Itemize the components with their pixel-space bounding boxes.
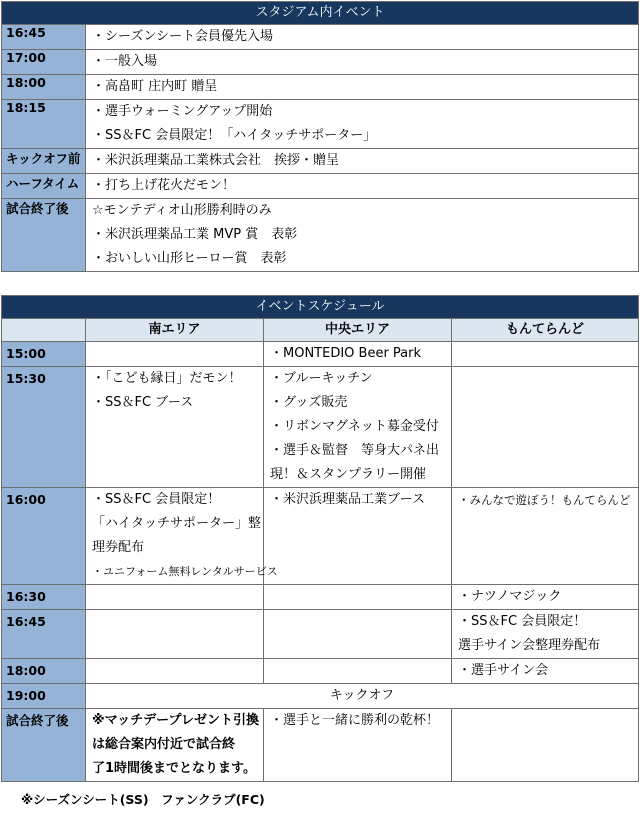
event-text: ・ユニフォーム無料レンタルサービス (92, 565, 278, 578)
event-text: 選手サイン会整理券配布 (458, 638, 601, 653)
event-text: ・選手サイン会 (458, 663, 549, 678)
event-text: ・選手＆監督 等身大パネ出 (270, 443, 440, 458)
event-text: ・米沢浜理薬品工業 MVP 賞 表彰 (92, 227, 298, 242)
event-text: ・選手と一緒に勝利の乾杯！ (270, 713, 440, 728)
table-row (2, 610, 639, 659)
event-text: ・高畠町 庄内町 贈呈 (92, 79, 218, 94)
time-cell: ハーフタイム (2, 174, 86, 199)
event-text: 了1時間後までとなります。 (92, 761, 257, 776)
event-text: ・SS＆FC 会員限定！ (92, 492, 221, 507)
table-row (2, 25, 639, 50)
time-cell: 18:00 (2, 75, 86, 100)
event-text: 現！＆スタンプラリー開催 (270, 467, 427, 482)
table-row (2, 50, 639, 75)
time-cell: 15:00 (2, 342, 86, 367)
stadium-events-title: スタジアム内イベント (2, 2, 639, 25)
event-text: 理券配布 (92, 540, 145, 555)
event-text: ・ブルーキッチン (270, 371, 373, 386)
event-text: ※マッチデープレゼント引換 (92, 713, 259, 728)
time-cell: 18:00 (2, 659, 86, 684)
event-text: ・おいしい山形ヒーロー賞 表彰 (92, 251, 287, 266)
event-text: ・米沢浜理薬品工業ブース (270, 492, 425, 507)
table-row (2, 100, 639, 149)
table-row (2, 684, 639, 709)
table-row (2, 488, 639, 585)
time-cell: 16:30 (2, 585, 86, 610)
time-cell: 18:15 (2, 100, 86, 149)
event-text: ・みんなで遊ぼう！もんてらんど (458, 493, 631, 507)
event-text: ・ナツノマジック (458, 589, 562, 604)
time-cell: 19:00 (2, 684, 86, 709)
table-row (2, 149, 639, 174)
time-cell: 16:00 (2, 488, 86, 585)
event-text: ・打ち上げ花火だモン！ (92, 178, 236, 193)
column-header-row (2, 319, 639, 342)
table-row (2, 174, 639, 199)
event-schedule-title: イベントスケジュール (2, 296, 639, 319)
event-text: ・SS＆FC ブース (92, 395, 194, 410)
time-cell: 16:45 (2, 25, 86, 50)
event-text: ・シーズンシート会員優先入場 (92, 29, 274, 44)
event-text: は総合案内付近で試合終 (92, 737, 236, 752)
event-text: ・SS＆FC 会員限定！「ハイタッチサポーター」 (92, 128, 377, 143)
time-cell: 試合終了後 (2, 709, 86, 782)
table-row (2, 75, 639, 100)
column-header-monte: もんてらんど (452, 319, 639, 342)
event-text: ・グッズ販売 (270, 395, 348, 410)
event-schedule-table (1, 295, 639, 782)
event-text: ・一般入場 (92, 54, 158, 69)
stadium-events-table (1, 1, 639, 272)
time-cell: 17:00 (2, 50, 86, 75)
footnote: ※シーズンシート(SS) ファンクラブ(FC) (21, 792, 265, 807)
event-text: ・米沢浜理薬品工業株式会社 挨拶・贈呈 (92, 153, 340, 168)
table-row (2, 585, 639, 610)
time-cell: キックオフ前 (2, 149, 86, 174)
table-row (2, 709, 639, 782)
table-row (2, 342, 639, 367)
event-text: ・リボンマグネット募金受付 (270, 419, 439, 434)
event-text: ・SS＆FC 会員限定！ (458, 614, 587, 629)
table-row (2, 659, 639, 684)
column-header-south: 南エリア (86, 319, 264, 342)
time-cell: 15:30 (2, 367, 86, 488)
event-text: ・「こども縁日」だモン！ (92, 371, 242, 386)
table-row (2, 199, 639, 272)
time-cell: 試合終了後 (2, 199, 86, 272)
event-text: 「ハイタッチサポーター」整 (92, 516, 262, 531)
time-cell: 16:45 (2, 610, 86, 659)
event-text: ・選手ウォーミングアップ開始 (92, 104, 273, 119)
event-text: ☆モンテディオ山形勝利時のみ (92, 203, 272, 218)
kickoff-text: キックオフ (329, 688, 395, 703)
column-header-center: 中央エリア (264, 319, 452, 342)
table-row (2, 367, 639, 488)
event-text: ・MONTEDIO Beer Park (270, 346, 422, 361)
